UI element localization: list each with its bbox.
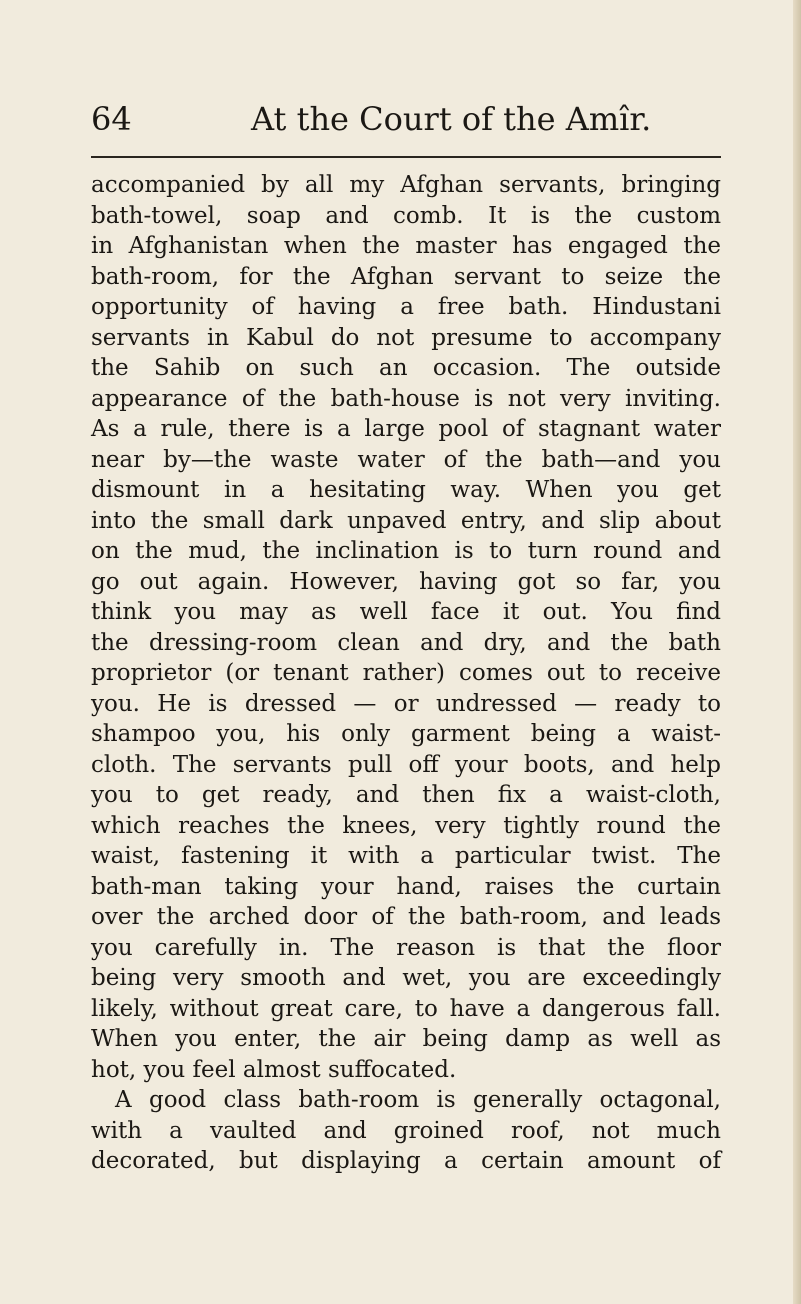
text-line: go out again. However, having got so far, you xyxy=(91,568,721,595)
running-header xyxy=(91,97,721,141)
text-line: bath-room, for the Afghan servant to seize the xyxy=(91,263,721,290)
text-line: opportunity of having a free bath. Hindustani xyxy=(91,294,721,320)
text-line: with a vaulted and groined roof, not much xyxy=(91,1117,721,1144)
text-line: in Afghanistan when the master has engaged the xyxy=(91,233,721,259)
text-line: into the small dark unpaved entry, and slip about xyxy=(91,507,721,534)
text-line: the Sahib on such an occasion. The outside xyxy=(91,355,721,381)
text-line: being very smooth and wet, you are exceedingly xyxy=(91,965,721,991)
text-line: appearance of the bath-house is not very inviting. xyxy=(91,385,721,412)
text-line: bath-towel, soap and comb. It is the custom xyxy=(91,202,721,229)
text-line: the dressing-room clean and dry, and the bath xyxy=(91,629,721,656)
text-line: cloth. The servants pull off your boots, and help xyxy=(91,751,721,778)
text-line: accompanied by all my Afghan servants, bringing xyxy=(91,172,721,198)
text-line: decorated, but displaying a certain amount of xyxy=(91,1148,721,1174)
text-line: near by—the waste water of the bath—and you xyxy=(91,446,721,473)
text-line: A good class bath-room is generally octagonal, xyxy=(115,1087,721,1113)
header-rule xyxy=(91,156,721,158)
text-line: shampoo you, his only garment being a waist- xyxy=(91,721,721,747)
body-text xyxy=(91,170,721,1177)
text-line: servants in Kabul do not presume to accompany xyxy=(91,324,721,351)
text-line: When you enter, the air being damp as well as xyxy=(91,1026,721,1052)
text-line: you. He is dressed — or undressed — ready to xyxy=(91,690,721,717)
text-line: which reaches the knees, very tightly round the xyxy=(91,812,721,839)
page-edge-shadow xyxy=(793,0,801,1304)
text-line: proprietor (or tenant rather) comes out to receive xyxy=(91,660,721,686)
text-line: waist, fastening it with a particular twist. The xyxy=(91,843,721,869)
text-line: As a rule, there is a large pool of stagnant water xyxy=(91,416,721,442)
text-line: over the arched door of the bath-room, and leads xyxy=(91,904,721,930)
text-line: bath-man taking your hand, raises the curtain xyxy=(91,873,721,900)
text-line: you to get ready, and then fix a waist-cloth, xyxy=(91,782,721,808)
text-line: likely, without great care, to have a dangerous fall. xyxy=(91,995,721,1022)
text-line: hot, you feel almost suffocated. xyxy=(91,1056,457,1083)
text-line: dismount in a hesitating way. When you get xyxy=(91,477,721,503)
page-number: 64 xyxy=(91,100,132,138)
text-line: you carefully in. The reason is that the floor xyxy=(91,934,721,961)
running-title: At the Court of the Amîr. xyxy=(251,100,652,138)
text-line: on the mud, the inclination is to turn round and xyxy=(91,538,721,564)
text-line: think you may as well face it out. You find xyxy=(91,599,721,625)
